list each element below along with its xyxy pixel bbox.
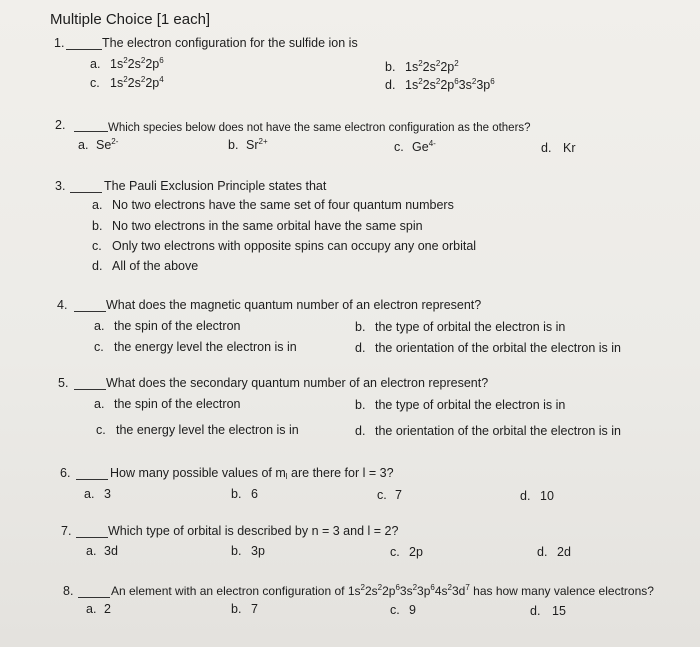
config-electron-count: 2 xyxy=(123,75,128,84)
q7-option-b-text: 3p xyxy=(251,544,265,558)
q7-stem: Which type of orbital is described by n = 3 and l = 2? xyxy=(108,524,399,538)
config-subshell: 2p xyxy=(382,584,396,598)
q4-option-a-text: the spin of the electron xyxy=(114,319,241,333)
q7-answer-blank[interactable] xyxy=(76,537,108,538)
q5-stem: What does the secondary quantum number of an electron represent? xyxy=(106,376,489,390)
q4-option-d-letter: d. xyxy=(355,341,366,355)
config-subshell: 2s xyxy=(127,76,141,90)
config-electron-count: 6 xyxy=(454,77,459,86)
config-subshell: 2s xyxy=(422,60,436,74)
q6-option-d-letter: d. xyxy=(520,489,531,503)
q5-answer-blank[interactable] xyxy=(74,389,106,390)
q3-option-c-letter: c. xyxy=(92,239,102,253)
q7-option-d-text: 2d xyxy=(557,545,571,559)
config-electron-count: 6 xyxy=(490,77,495,86)
config-electron-count: 2 xyxy=(140,56,146,65)
q6-option-b-text: 6 xyxy=(251,487,258,501)
q4-stem: What does the magnetic quantum number of an electron represent? xyxy=(106,298,482,312)
config-electron-count: 2 xyxy=(471,77,477,86)
section-title: Multiple Choice [1 each] xyxy=(50,11,211,28)
q6-option-c-letter: c. xyxy=(377,488,387,502)
config-electron-count: 2 xyxy=(418,59,423,68)
q3-option-b-letter: b. xyxy=(92,219,103,233)
q6-number: 6. xyxy=(60,466,71,480)
q5-option-a-text: the spin of the electron xyxy=(114,397,241,411)
q8-stem: An element with an electron configuration of $1s^22s^22p^63s^23p^64s^23d^7$ has how many valence electrons? xyxy=(111,583,654,598)
config-electron-count: 2 xyxy=(447,583,452,592)
q3-answer-blank[interactable] xyxy=(70,192,102,193)
q5-option-d-letter: d. xyxy=(355,424,366,438)
q1-stem: The electron configuration for the sulfide ion is xyxy=(102,36,358,50)
q7-option-a-letter: a. xyxy=(86,544,97,558)
q7-number: 7. xyxy=(61,524,72,538)
config-subshell: 3s xyxy=(458,78,472,92)
config-subshell: 2s xyxy=(422,78,436,92)
q4-option-c-letter: c. xyxy=(94,340,104,354)
q2-option-b-letter: b. xyxy=(228,138,239,152)
q2-stem: Which species below does not have the same electron configuration as the others? xyxy=(108,122,531,134)
q5-option-b-text: the type of orbital the electron is in xyxy=(375,398,566,412)
q2-option-a-ion: $Se^{2-}$ xyxy=(96,137,119,152)
q8-option-b-letter: b. xyxy=(231,602,242,616)
config-electron-count: 2 xyxy=(140,75,146,84)
q7-option-b-letter: b. xyxy=(231,544,242,558)
q1-option-b-config xyxy=(405,60,459,75)
q6-option-d-text: 10 xyxy=(540,489,554,503)
q2-option-d-ion: Kr xyxy=(563,141,576,155)
q8-answer-blank[interactable] xyxy=(78,597,110,598)
q5-option-b-letter: b. xyxy=(355,398,366,412)
config-subshell: 2p xyxy=(145,57,160,71)
config-electron-count: 2 xyxy=(123,56,128,65)
q6-answer-blank[interactable] xyxy=(76,479,108,480)
config-electron-count: 2 xyxy=(454,59,459,68)
config-electron-count: 7 xyxy=(465,583,470,592)
q8-option-a-letter: a. xyxy=(86,602,97,616)
q6-option-a-letter: a. xyxy=(84,487,95,501)
q3-option-d-text: All of the above xyxy=(112,259,199,273)
config-subshell: 3p xyxy=(417,584,431,598)
q8-option-c-text: 9 xyxy=(409,603,416,617)
config-subshell: 3d xyxy=(452,584,466,598)
config-subshell: 1s xyxy=(110,76,124,90)
q3-number: 3. xyxy=(55,179,66,193)
config-subshell: 2s xyxy=(127,57,141,71)
config-subshell: 3p xyxy=(476,78,491,92)
q3-option-c-text: Only two electrons with opposite spins can occupy any one orbital xyxy=(112,239,477,253)
q3-option-a-text: No two electrons have the same set of four quantum numbers xyxy=(112,198,454,212)
q3-stem: The Pauli Exclusion Principle states that xyxy=(104,179,327,193)
q4-option-b-text: the type of orbital the electron is in xyxy=(375,320,566,334)
config-electron-count: 6 xyxy=(159,56,164,65)
q4-option-c-text: the energy level the electron is in xyxy=(114,340,297,354)
q7-option-d-letter: d. xyxy=(537,545,548,559)
q7-option-c-text: 2p xyxy=(409,545,423,559)
q1-option-a-config xyxy=(110,57,164,72)
q4-number: 4. xyxy=(57,298,68,312)
config-electron-count: 2 xyxy=(412,583,418,592)
q2-number: 2. xyxy=(55,118,66,132)
q2-option-b-ion: $Sr^{2+}$ xyxy=(246,137,268,152)
q5-option-c-text: the energy level the electron is in xyxy=(116,423,299,437)
q6-stem: How many possible values of $m_l$ are there for l = 3? xyxy=(110,466,394,481)
q2-option-d-letter: d. xyxy=(541,141,552,155)
q1-answer-blank[interactable] xyxy=(66,49,102,50)
q4-option-b-letter: b. xyxy=(355,320,366,334)
q5-option-c-letter: c. xyxy=(96,423,106,437)
config-subshell: 2p xyxy=(440,78,455,92)
q1-option-a-letter: a. xyxy=(90,57,101,71)
config-subshell: 1s xyxy=(405,78,419,92)
config-subshell: 2p xyxy=(440,60,455,74)
q2-option-a-letter: a. xyxy=(78,138,89,152)
config-subshell: 2p xyxy=(145,76,160,90)
q7-option-a-text: 3d xyxy=(104,544,118,558)
q4-option-d-text: the orientation of the orbital the electron is in xyxy=(375,341,621,355)
config-electron-count: 4 xyxy=(159,75,164,84)
q1-option-d-letter: d. xyxy=(385,78,396,92)
q5-option-a-letter: a. xyxy=(94,397,105,411)
config-electron-count: 2 xyxy=(435,77,441,86)
q2-answer-blank[interactable] xyxy=(74,131,108,132)
config-electron-count: 6 xyxy=(430,583,435,592)
q8-number: 8. xyxy=(63,584,74,598)
q8-option-a-text: 2 xyxy=(104,602,111,616)
config-subshell: 4s xyxy=(434,584,448,598)
q1-option-c-config xyxy=(110,76,164,91)
config-subshell: 1s xyxy=(405,60,419,74)
q6-option-a-text: 3 xyxy=(104,487,111,501)
config-subshell: 3s xyxy=(399,584,413,598)
q1-option-b-letter: b. xyxy=(385,60,396,74)
config-electron-count: 2 xyxy=(360,583,365,592)
q3-option-a-letter: a. xyxy=(92,198,103,212)
q8-option-b-text: 7 xyxy=(251,602,258,616)
q6-option-c-text: 7 xyxy=(395,488,402,502)
config-subshell: 1s xyxy=(347,584,361,598)
q4-answer-blank[interactable] xyxy=(74,311,106,312)
config-electron-count: 2 xyxy=(435,59,441,68)
config-subshell: 1s xyxy=(110,57,124,71)
q5-option-d-text: the orientation of the orbital the electron is in xyxy=(375,424,621,438)
q2-option-c-ion: $Ge^{4-}$ xyxy=(412,139,436,154)
config-electron-count: 2 xyxy=(418,77,423,86)
q8-option-c-letter: c. xyxy=(390,603,400,617)
q1-option-d-config xyxy=(405,78,495,93)
config-electron-count: 6 xyxy=(395,583,400,592)
q8-option-d-letter: d. xyxy=(530,604,541,618)
q8-option-d-text: 15 xyxy=(552,604,566,618)
q2-option-c-letter: c. xyxy=(394,140,404,154)
q7-option-c-letter: c. xyxy=(390,545,400,559)
config-electron-count: 2 xyxy=(377,583,383,592)
q1-option-c-letter: c. xyxy=(90,76,100,90)
config-subshell: 2s xyxy=(364,584,378,598)
q4-option-a-letter: a. xyxy=(94,319,105,333)
q5-number: 5. xyxy=(58,376,69,390)
q1-number: 1. xyxy=(54,36,65,50)
q6-option-b-letter: b. xyxy=(231,487,242,501)
q3-option-b-text: No two electrons in the same orbital have the same spin xyxy=(112,219,423,233)
q3-option-d-letter: d. xyxy=(92,259,103,273)
